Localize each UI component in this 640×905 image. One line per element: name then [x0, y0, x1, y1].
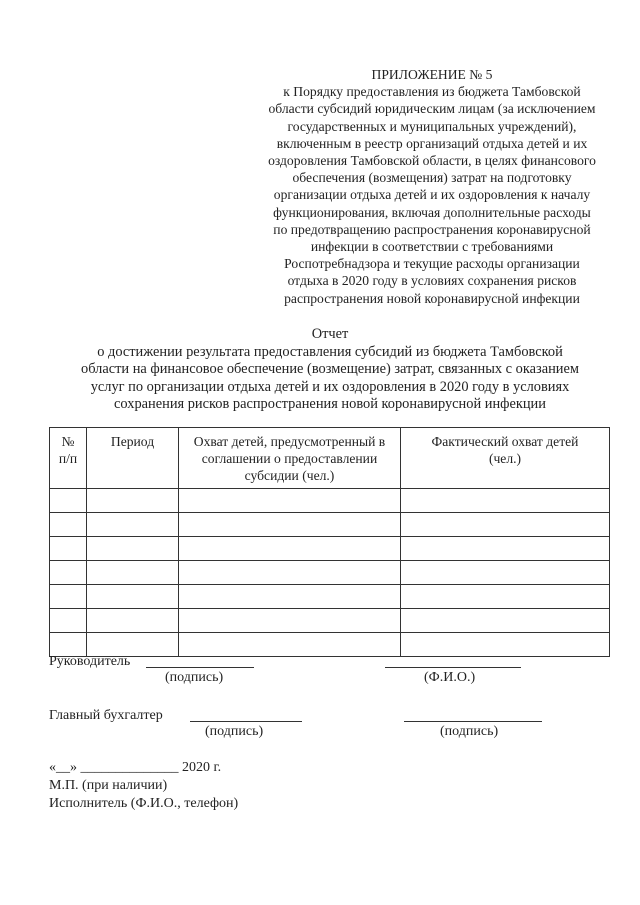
stamp-note: М.П. (при наличии): [49, 778, 168, 793]
header-planned-coverage: Охват детей, предусмотренный в соглашении о предоставлении субсидии (чел.): [179, 428, 401, 489]
table-cell[interactable]: [50, 513, 87, 537]
table-cell[interactable]: [50, 609, 87, 633]
appendix-line: организации отдыха детей и их оздоровления к началу: [273, 187, 591, 203]
head-label: Руководитель: [49, 654, 131, 669]
appendix-line: обеспечения (возмещения) затрат на подготовку: [292, 170, 572, 186]
table-row: [50, 585, 610, 609]
appendix-block: [245, 66, 619, 307]
appendix-line: функционирования, включая дополнительные расходы: [273, 204, 591, 220]
header-period: Период: [87, 428, 179, 489]
appendix-line: включенным в реестр организаций отдыха детей и их: [276, 135, 588, 151]
report-title-line: о достижении результата предоставления субсидий из бюджета Тамбовской: [97, 343, 563, 360]
table-cell[interactable]: [87, 633, 179, 657]
appendix-line: инфекции в соответствии с требованиями: [310, 239, 554, 255]
table-header-row: [50, 428, 610, 489]
report-title-line: области на финансовое обеспечение (возмещение) затрат, связанных с оказанием: [81, 361, 579, 378]
table-row: [50, 561, 610, 585]
table-cell[interactable]: [179, 537, 401, 561]
table-cell[interactable]: [50, 537, 87, 561]
report-table: [49, 427, 610, 657]
table-cell[interactable]: [87, 561, 179, 585]
table-row: [50, 609, 610, 633]
table-row: [50, 633, 610, 657]
table-cell[interactable]: [401, 585, 610, 609]
table-cell[interactable]: [50, 561, 87, 585]
head-name-line[interactable]: [385, 667, 521, 668]
accountant-sign-caption: (подпись): [205, 724, 264, 739]
appendix-line: государственных и муниципальных учреждений),: [287, 118, 577, 134]
executor-line: Исполнитель (Ф.И.О., телефон): [49, 796, 239, 811]
head-name-caption: (Ф.И.О.): [424, 670, 476, 685]
appendix-line: Роспотребнадзора и текущие расходы организации: [284, 256, 580, 272]
table-row: [50, 513, 610, 537]
accountant-sign-caption-2: (подпись): [440, 724, 499, 739]
table-cell[interactable]: [50, 585, 87, 609]
table-cell[interactable]: [179, 561, 401, 585]
appendix-line: отдыха в 2020 году в условиях сохранения рисков: [287, 273, 577, 289]
table-row: [50, 537, 610, 561]
accountant-signature-line[interactable]: [190, 721, 302, 722]
appendix-heading: ПРИЛОЖЕНИЕ № 5: [371, 67, 493, 82]
report-title-line: сохранения рисков распространения новой коронавирусной инфекции: [114, 396, 546, 413]
table-cell[interactable]: [50, 489, 87, 513]
table-cell[interactable]: [179, 633, 401, 657]
accountant-label: Главный бухгалтер: [49, 708, 163, 723]
table-cell[interactable]: [87, 513, 179, 537]
table-cell[interactable]: [87, 537, 179, 561]
head-sign-caption: (подпись): [165, 670, 224, 685]
appendix-line: по предотвращению распространения коронавирусной: [273, 221, 591, 237]
table-cell[interactable]: [50, 633, 87, 657]
table-cell[interactable]: [401, 537, 610, 561]
table-cell[interactable]: [401, 489, 610, 513]
appendix-line: к Порядку предоставления из бюджета Тамбовской: [283, 84, 581, 100]
table-cell[interactable]: [87, 609, 179, 633]
table-cell[interactable]: [179, 489, 401, 513]
head-signature-line[interactable]: [146, 667, 254, 668]
table-cell[interactable]: [87, 489, 179, 513]
report-heading: Отчет: [311, 326, 349, 342]
report-title-line: услуг по организации отдыха детей и их оздоровления в 2020 году в условиях: [90, 378, 570, 395]
table-cell[interactable]: [401, 633, 610, 657]
table-row: [50, 489, 610, 513]
table-cell[interactable]: [401, 561, 610, 585]
table-cell[interactable]: [401, 513, 610, 537]
appendix-line: области субсидий юридическим лицам (за исключением: [268, 101, 596, 117]
appendix-line: распространения новой коронавирусной инфекции: [284, 290, 580, 306]
table-cell[interactable]: [179, 609, 401, 633]
header-actual-coverage: Фактический охват детей (чел.): [401, 428, 610, 489]
table-cell[interactable]: [179, 585, 401, 609]
appendix-line: оздоровления Тамбовской области, в целях финансового: [268, 153, 596, 169]
date-line: «__» ______________ 2020 г.: [49, 760, 222, 775]
header-number: № п/п: [50, 428, 87, 489]
table-cell[interactable]: [87, 585, 179, 609]
report-title: [40, 326, 620, 414]
table-cell[interactable]: [179, 513, 401, 537]
accountant-signature-line-2[interactable]: [404, 721, 542, 722]
table-cell[interactable]: [401, 609, 610, 633]
